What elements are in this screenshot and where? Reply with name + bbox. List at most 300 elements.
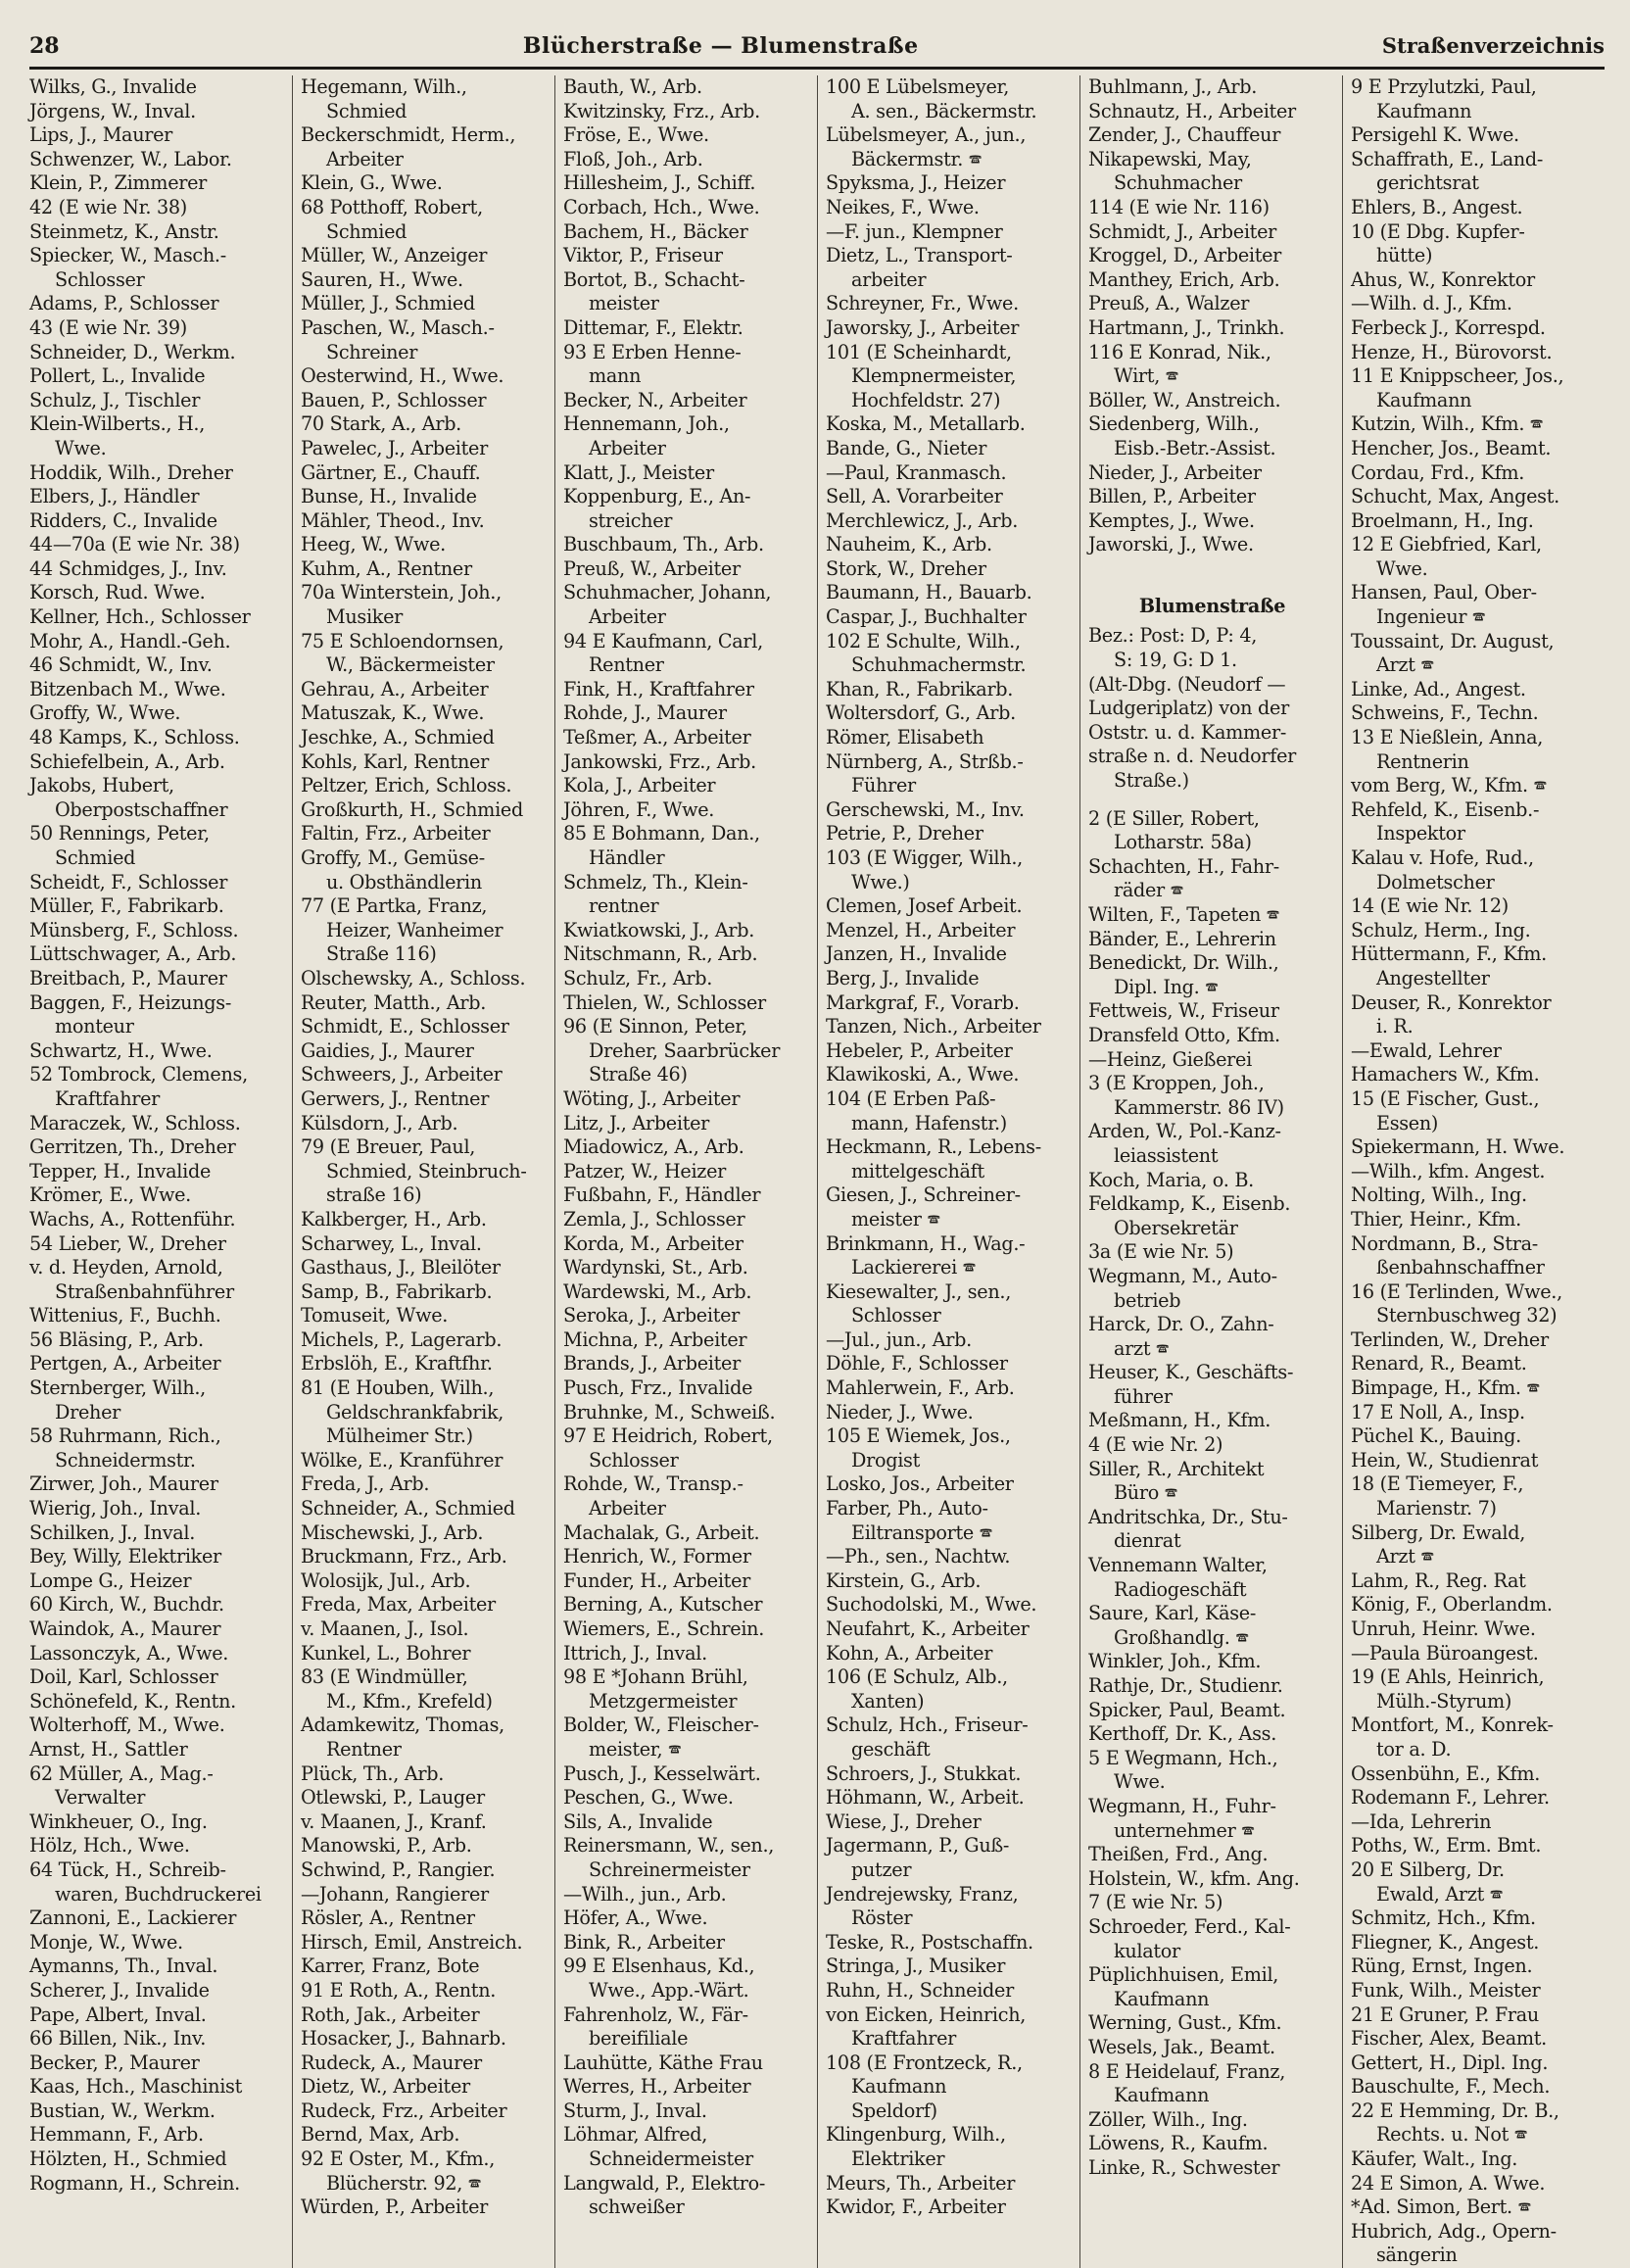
entry-continuation: Kaufmann bbox=[1114, 2084, 1210, 2107]
directory-entry: Rathje, Dr., Studienr. bbox=[1088, 1674, 1283, 1697]
entry-continuation: Metzgermeister bbox=[589, 1689, 738, 1713]
directory-entry: Woltersdorf, G., Arb. bbox=[826, 701, 1016, 725]
directory-entry: Merchlewicz, J., Arb. bbox=[826, 508, 1018, 532]
directory-entry: Hoddik, Wilh., Dreher bbox=[29, 460, 233, 484]
directory-entry: Kalau v. Hofe, Rud., bbox=[1351, 846, 1534, 869]
directory-entry: Zannoni, E., Lackierer bbox=[29, 1906, 237, 1930]
directory-entry: Höfer, A., Wwe. bbox=[563, 1906, 708, 1930]
directory-entry: Kunkel, L., Bohrer bbox=[301, 1641, 471, 1665]
directory-entry: Fliegner, K., Angest. bbox=[1351, 1930, 1540, 1954]
directory-entry: Wöting, J., Arbeiter bbox=[563, 1086, 741, 1110]
directory-entry: Winkheuer, O., Ing. bbox=[29, 1810, 208, 1833]
directory-entry: Rüng, Ernst, Ingen. bbox=[1351, 1954, 1533, 1978]
directory-entry: Wegmann, H., Fuhr- bbox=[1088, 1794, 1276, 1817]
directory-entry: Feldkamp, K., Eisenb. bbox=[1088, 1192, 1291, 1216]
directory-entry: Hansen, Paul, Ober- bbox=[1351, 581, 1537, 604]
directory-entry: Schweers, J., Arbeiter bbox=[301, 1063, 503, 1086]
directory-entry: Ridders, C., Invalide bbox=[29, 508, 217, 532]
directory-entry: Freda, J., Arb. bbox=[301, 1472, 430, 1496]
directory-entry: Wolosijk, Jul., Arb. bbox=[301, 1568, 471, 1592]
directory-column-5 bbox=[1079, 75, 1342, 2268]
directory-entry: Bruhnke, M., Schweiß. bbox=[563, 1400, 776, 1424]
directory-entry: Jakobs, Hubert, bbox=[29, 774, 174, 797]
directory-entry: 44—70a (E wie Nr. 38) bbox=[29, 533, 240, 556]
directory-entry: Heuser, K., Geschäfts- bbox=[1088, 1361, 1294, 1384]
directory-entry: Lüttschwager, A., Arb. bbox=[29, 942, 237, 966]
directory-entry: 5 E Wegmann, Hch., bbox=[1088, 1746, 1278, 1769]
entry-continuation: tor a. D. bbox=[1376, 1737, 1452, 1761]
entry-continuation: Kaufmann bbox=[1376, 99, 1472, 122]
directory-entry: Gärtner, E., Chauff. bbox=[301, 460, 481, 484]
directory-entry: 11 E Knippscheer, Jos., bbox=[1351, 364, 1564, 388]
directory-entry: 75 E Schloendornsen, bbox=[301, 629, 504, 652]
entry-continuation: Sternbuschweg 32) bbox=[1376, 1304, 1558, 1327]
directory-entry: 66 Billen, Nik., Inv. bbox=[29, 2027, 207, 2051]
section-title: Straßenverzeichnis bbox=[1381, 33, 1605, 58]
directory-entry: Schmidt, J., Arbeiter bbox=[1088, 219, 1277, 243]
directory-entry: Machalak, G., Arbeit. bbox=[563, 1520, 760, 1544]
directory-entry: Löwens, R., Kaufm. bbox=[1088, 2132, 1269, 2155]
directory-entry: Monje, W., Wwe. bbox=[29, 1930, 183, 1954]
directory-entry: Beckerschmidt, Herm., bbox=[301, 123, 516, 147]
directory-entry: 9 E Przylutzki, Paul, bbox=[1351, 75, 1537, 98]
directory-entry: Schnautz, H., Arbeiter bbox=[1088, 99, 1296, 122]
directory-entry: Mischewski, J., Arb. bbox=[301, 1520, 484, 1544]
directory-entry: —Wilh. d. J., Kfm. bbox=[1351, 292, 1512, 315]
directory-column-2 bbox=[292, 75, 554, 2268]
directory-entry: Bitzenbach M., Wwe. bbox=[29, 677, 226, 700]
directory-entry: Harck, Dr. O., Zahn- bbox=[1088, 1313, 1274, 1336]
entry-continuation: arzt 🕿 bbox=[1114, 1336, 1170, 1360]
directory-entry: 43 (E wie Nr. 39) bbox=[29, 315, 187, 339]
directory-entry: Wardewski, M., Arb. bbox=[563, 1279, 752, 1303]
entry-continuation: Röster bbox=[851, 1906, 913, 1930]
directory-entry: Peschen, G., Wwe. bbox=[563, 1786, 734, 1810]
directory-entry: Lahm, R., Reg. Rat bbox=[1351, 1568, 1526, 1592]
directory-entry: Külsdorn, J., Arb. bbox=[301, 1111, 458, 1134]
directory-entry: Wilks, G., Invalide bbox=[29, 75, 197, 98]
directory-entry: Hencher, Jos., Beamt. bbox=[1351, 436, 1552, 459]
directory-entry: Nitschmann, R., Arb. bbox=[563, 942, 758, 966]
entry-continuation: Büro 🕿 bbox=[1114, 1481, 1178, 1505]
directory-entry: Jeschke, A., Schmied bbox=[301, 726, 495, 749]
entry-continuation: Verwalter bbox=[55, 1786, 146, 1810]
directory-entry: Ferbeck J., Korrespd. bbox=[1351, 315, 1546, 339]
directory-entry: Hirsch, Emil, Anstreich. bbox=[301, 1930, 523, 1954]
directory-entry: 96 (E Sinnon, Peter, bbox=[563, 1015, 747, 1038]
directory-entry: Kohn, A., Arbeiter bbox=[826, 1641, 993, 1665]
directory-entry: Bruckmann, Frz., Arb. bbox=[301, 1545, 507, 1568]
directory-entry: Klein, G., Wwe. bbox=[301, 171, 443, 195]
directory-entry: Gettert, H., Dipl. Ing. bbox=[1351, 2051, 1549, 2074]
directory-entry: Tepper, H., Invalide bbox=[29, 1159, 212, 1182]
directory-entry: Meßmann, H., Kfm. bbox=[1088, 1409, 1271, 1432]
entry-continuation: Geldschrankfabrik, bbox=[326, 1400, 504, 1424]
directory-entry: 103 (E Wigger, Wilh., bbox=[826, 846, 1023, 869]
entry-continuation: Kaufmann bbox=[1376, 388, 1472, 411]
entry-continuation: meister 🕿 bbox=[851, 1207, 940, 1231]
directory-entry: Schmitz, Hch., Kfm. bbox=[1351, 1906, 1536, 1930]
directory-entry: 7 (E wie Nr. 5) bbox=[1088, 1891, 1223, 1914]
directory-entry: 54 Lieber, W., Dreher bbox=[29, 1231, 226, 1255]
directory-entry: Stringa, J., Musiker bbox=[826, 1954, 1006, 1978]
directory-entry: 99 E Elsenhaus, Kd., bbox=[563, 1954, 755, 1978]
directory-entry: Nauheim, K., Arb. bbox=[826, 533, 992, 556]
directory-entry: Rudeck, A., Maurer bbox=[301, 2051, 482, 2074]
directory-entry: Ahus, W., Konrektor bbox=[1351, 267, 1535, 291]
directory-entry: 12 E Giebfried, Karl, bbox=[1351, 533, 1542, 556]
directory-entry: Kwidor, F., Arbeiter bbox=[826, 2196, 1006, 2219]
directory-entry: Berg, J., Invalide bbox=[826, 966, 980, 989]
directory-entry: Pertgen, A., Arbeiter bbox=[29, 1352, 221, 1375]
directory-entry: Scherer, J., Invalide bbox=[29, 1978, 210, 2002]
directory-entry: 101 (E Scheinhardt, bbox=[826, 340, 1012, 363]
entry-continuation: Klempnermeister, bbox=[851, 364, 1017, 388]
directory-entry: Dittemar, F., Elektr. bbox=[563, 315, 743, 339]
directory-entry: Jörgens, W., Inval. bbox=[29, 99, 196, 122]
directory-entry: Sils, A., Invalide bbox=[563, 1810, 713, 1833]
directory-entry: Neufahrt, K., Arbeiter bbox=[826, 1617, 1030, 1640]
entry-continuation: Schlosser bbox=[589, 1448, 679, 1472]
directory-entry: Schulz, J., Tischler bbox=[29, 388, 201, 411]
directory-entry: Erbslöh, E., Kraftfhr. bbox=[301, 1352, 493, 1375]
entry-continuation: leiassistent bbox=[1114, 1143, 1219, 1167]
directory-entry: Mahlerwein, F., Arb. bbox=[826, 1376, 1015, 1400]
directory-entry: Schuhmacher, Johann, bbox=[563, 581, 772, 604]
entry-continuation: Blücherstr. 92, 🕿 bbox=[326, 2171, 482, 2195]
directory-entry: straße n. d. Neudorfer bbox=[1088, 745, 1297, 768]
directory-entry: Bortot, B., Schacht- bbox=[563, 267, 745, 291]
directory-entry: von Eicken, Heinrich, bbox=[826, 2003, 1027, 2026]
directory-entry: 70a Winterstein, Joh., bbox=[301, 581, 502, 604]
directory-entry: Ludgeriplatz) von der bbox=[1088, 697, 1289, 720]
directory-entry: Poths, W., Erm. Bmt. bbox=[1351, 1834, 1542, 1858]
directory-entry: Bustian, W., Werkm. bbox=[29, 2099, 216, 2122]
directory-entry: Dietz, L., Transport- bbox=[826, 244, 1013, 267]
entry-continuation: Kraftfahrer bbox=[851, 2027, 957, 2051]
directory-entry: Deuser, R., Konrektor bbox=[1351, 990, 1552, 1014]
directory-entry: Henze, H., Bürovorst. bbox=[1351, 340, 1553, 363]
directory-entry: Losko, Jos., Arbeiter bbox=[826, 1472, 1014, 1496]
entry-continuation: Obersekretär bbox=[1114, 1216, 1238, 1239]
directory-entry: Brands, J., Arbeiter bbox=[563, 1352, 741, 1375]
entry-continuation: Rentnerin bbox=[1376, 749, 1469, 773]
directory-entry: Hebeler, P., Arbeiter bbox=[826, 1038, 1013, 1062]
entry-continuation: Mülh.-Styrum) bbox=[1376, 1689, 1512, 1713]
entry-continuation: Lotharstr. 58a) bbox=[1114, 831, 1252, 854]
directory-entry: Zender, J., Chauffeur bbox=[1088, 123, 1281, 147]
directory-entry: —Heinz, Gießerei bbox=[1088, 1047, 1252, 1071]
directory-entry: Thier, Heinr., Kfm. bbox=[1351, 1207, 1521, 1231]
directory-entry: Becker, P., Maurer bbox=[29, 2051, 200, 2074]
directory-entry: Spicker, Paul, Beamt. bbox=[1088, 1698, 1286, 1721]
directory-entry: Gerschewski, M., Inv. bbox=[826, 797, 1025, 821]
entry-continuation: geschäft bbox=[851, 1737, 931, 1761]
entry-continuation: Wwe. bbox=[1376, 556, 1428, 580]
directory-entry: Lassonczyk, A., Wwe. bbox=[29, 1641, 229, 1665]
directory-entry: Neikes, F., Wwe. bbox=[826, 195, 980, 218]
entry-continuation: Kammerstr. 86 IV) bbox=[1114, 1095, 1284, 1119]
entry-continuation: Straße 116) bbox=[326, 942, 437, 966]
directory-entry: Jaworsky, J., Arbeiter bbox=[826, 315, 1020, 339]
directory-entry: Tanzen, Nich., Arbeiter bbox=[826, 1015, 1041, 1038]
directory-entry: Nieder, J., Arbeiter bbox=[1088, 460, 1262, 484]
directory-entry: Langwald, P., Elektro- bbox=[563, 2171, 766, 2195]
entry-continuation: Arbeiter bbox=[589, 436, 666, 459]
directory-entry: Heckmann, R., Lebens- bbox=[826, 1135, 1041, 1159]
directory-entry: Kirstein, G., Arb. bbox=[826, 1568, 982, 1592]
directory-entry: Fröse, E., Wwe. bbox=[563, 123, 709, 147]
directory-entry: Bauschulte, F., Mech. bbox=[1351, 2075, 1551, 2099]
directory-entry: Arnst, H., Sattler bbox=[29, 1737, 188, 1761]
directory-entry: Benedickt, Dr. Wilh., bbox=[1088, 951, 1279, 975]
directory-entry: —Paul, Kranmasch. bbox=[826, 460, 1007, 484]
directory-entry: Terlinden, W., Dreher bbox=[1351, 1327, 1549, 1351]
directory-entry: Viktor, P., Friseur bbox=[563, 244, 723, 267]
directory-entry: Petrie, P., Dreher bbox=[826, 822, 983, 845]
directory-entry: Korda, M., Arbeiter bbox=[563, 1231, 743, 1255]
directory-entry: Hosacker, J., Bahnarb. bbox=[301, 2027, 506, 2051]
directory-entry: v. Maanen, J., Isol. bbox=[301, 1617, 469, 1640]
entry-continuation: Radiogeschäft bbox=[1114, 1577, 1247, 1601]
entry-continuation: ßenbahnschaffner bbox=[1376, 1256, 1545, 1279]
page-number: 28 bbox=[29, 33, 60, 59]
entry-continuation: W., Bäckermeister bbox=[326, 653, 495, 677]
directory-column-1 bbox=[29, 75, 292, 2268]
entry-continuation: Schreiner bbox=[326, 340, 418, 363]
directory-entry: 116 E Konrad, Nik., bbox=[1088, 340, 1271, 363]
entry-continuation: mittelgeschäft bbox=[851, 1159, 984, 1182]
directory-entry: Spyksma, J., Heizer bbox=[826, 171, 1006, 195]
directory-entry: Scharwey, L., Inval. bbox=[301, 1231, 482, 1255]
page-header bbox=[29, 33, 1605, 70]
directory-entry: Rohde, J., Maurer bbox=[563, 701, 727, 725]
directory-entry: Dietz, W., Arbeiter bbox=[301, 2075, 470, 2099]
directory-entry: Kohls, Karl, Rentner bbox=[301, 749, 489, 773]
directory-entry: Andritschka, Dr., Stu- bbox=[1088, 1505, 1288, 1528]
directory-entry: 64 Tück, H., Schreib- bbox=[29, 1858, 226, 1881]
spacer bbox=[1088, 794, 1336, 807]
directory-entry: Bolder, W., Fleischer- bbox=[563, 1713, 759, 1737]
directory-entry: 56 Bläsing, P., Arb. bbox=[29, 1327, 204, 1351]
directory-column-3 bbox=[554, 75, 817, 2268]
directory-entry: Theißen, Frd., Ang. bbox=[1088, 1843, 1269, 1866]
directory-entry: Suchodolski, M., Wwe. bbox=[826, 1593, 1037, 1617]
directory-entry: Bernd, Max, Arb. bbox=[301, 2123, 460, 2147]
entry-continuation: Rentner bbox=[589, 653, 664, 677]
directory-entry: 19 (E Ahls, Heinrich, bbox=[1351, 1665, 1545, 1689]
directory-entry: Elbers, J., Händler bbox=[29, 485, 200, 508]
directory-entry: 108 (E Frontzeck, R., bbox=[826, 2051, 1023, 2074]
directory-entry: Fußbahn, F., Händler bbox=[563, 1183, 761, 1207]
entry-continuation: Ewald, Arzt 🕿 bbox=[1376, 1882, 1504, 1906]
entry-continuation: Kaufmann bbox=[851, 2075, 947, 2099]
directory-entry: 102 E Schulte, Wilh., bbox=[826, 629, 1021, 652]
directory-entry: 104 (E Erben Paß- bbox=[826, 1086, 996, 1110]
directory-entry: Reuter, Matth., Arb. bbox=[301, 990, 487, 1014]
directory-entry: Meurs, Th., Arbeiter bbox=[826, 2171, 1016, 2195]
directory-entry: Markgraf, F., Vorarb. bbox=[826, 990, 1020, 1014]
directory-entry: Linke, R., Schwester bbox=[1088, 2155, 1280, 2179]
directory-entry: Heeg, W., Wwe. bbox=[301, 533, 446, 556]
entry-continuation: Schneidermeister bbox=[589, 2147, 753, 2171]
directory-entry: —Ewald, Lehrer bbox=[1351, 1038, 1502, 1062]
entry-continuation: Schmied bbox=[326, 219, 408, 243]
directory-entry: 97 E Heidrich, Robert, bbox=[563, 1424, 773, 1448]
directory-entry: Faltin, Frz., Arbeiter bbox=[301, 822, 491, 845]
directory-entry: Wiese, J., Dreher bbox=[826, 1810, 982, 1833]
directory-entry: Pape, Albert, Inval. bbox=[29, 2003, 207, 2026]
entry-continuation: Oberpostschaffner bbox=[55, 797, 228, 821]
directory-entry: 77 (E Partka, Franz, bbox=[301, 894, 488, 918]
directory-entry: *Ad. Simon, Bert. 🕿 bbox=[1351, 2196, 1532, 2219]
entry-continuation: Eiltransporte 🕿 bbox=[851, 1520, 993, 1544]
directory-entry: Kuhm, A., Rentner bbox=[301, 556, 472, 580]
directory-entry: Wittenius, F., Buchh. bbox=[29, 1304, 221, 1327]
directory-entry: Teßmer, A., Arbeiter bbox=[563, 726, 751, 749]
directory-entry: Kola, J., Arbeiter bbox=[563, 774, 716, 797]
entry-continuation: Händler bbox=[589, 846, 665, 869]
entry-continuation: Mülheimer Str.) bbox=[326, 1424, 473, 1448]
directory-entry: Funder, H., Arbeiter bbox=[563, 1568, 750, 1592]
directory-entry: Ittrich, J., Inval. bbox=[563, 1641, 707, 1665]
directory-entry: Nordmann, B., Stra- bbox=[1351, 1231, 1538, 1255]
directory-entry: Ossenbühn, E., Kfm. bbox=[1351, 1761, 1541, 1785]
entry-continuation: Musiker bbox=[326, 605, 404, 629]
directory-entry: Schulz, Hch., Friseur- bbox=[826, 1713, 1029, 1737]
street-range-title: Blücherstraße — Blumenstraße bbox=[522, 33, 919, 59]
directory-entry: 52 Tombrock, Clemens, bbox=[29, 1063, 248, 1086]
directory-entry: 100 E Lübelsmeyer, bbox=[826, 75, 1010, 98]
directory-entry: Sell, A. Vorarbeiter bbox=[826, 485, 1003, 508]
directory-entry: Werning, Gust., Kfm. bbox=[1088, 2011, 1282, 2035]
directory-entry: Oesterwind, H., Wwe. bbox=[301, 364, 504, 388]
directory-entry: Krömer, E., Wwe. bbox=[29, 1183, 191, 1207]
directory-entry: Linke, Ad., Angest. bbox=[1351, 677, 1526, 700]
directory-entry: Cordau, Frd., Kfm. bbox=[1351, 460, 1525, 484]
entry-continuation: Marienstr. 7) bbox=[1376, 1497, 1497, 1520]
directory-entry: Fahrenholz, W., Fär- bbox=[563, 2003, 748, 2026]
entry-continuation: Schmied bbox=[326, 99, 408, 122]
directory-entry: —Paula Büroangest. bbox=[1351, 1641, 1539, 1665]
directory-entry: Khan, R., Fabrikarb. bbox=[826, 677, 1014, 700]
directory-entry: Kemptes, J., Wwe. bbox=[1088, 508, 1255, 532]
directory-entry: Kiesewalter, J., sen., bbox=[826, 1279, 1012, 1303]
directory-entry: Püchel K., Bauing. bbox=[1351, 1424, 1521, 1448]
entry-continuation: Schlosser bbox=[851, 1304, 941, 1327]
directory-entry: 13 E Nießlein, Anna, bbox=[1351, 726, 1544, 749]
directory-entry: Jagermann, P., Guß- bbox=[826, 1834, 1010, 1858]
entry-continuation: meister, 🕿 bbox=[589, 1737, 682, 1761]
entry-continuation: rentner bbox=[589, 894, 659, 918]
directory-entry: Otlewski, P., Lauger bbox=[301, 1786, 485, 1810]
directory-entry: Großkurth, H., Schmied bbox=[301, 797, 523, 821]
directory-entry: Clemen, Josef Arbeit. bbox=[826, 894, 1023, 918]
directory-entry: v. Maanen, J., Kranf. bbox=[301, 1810, 487, 1833]
entry-continuation: Schreinermeister bbox=[589, 1858, 750, 1881]
directory-entry: Pusch, J., Kesselwärt. bbox=[563, 1761, 761, 1785]
entry-continuation: mann, Hafenstr.) bbox=[851, 1111, 1007, 1134]
directory-entry: 8 E Heidelauf, Franz, bbox=[1088, 2059, 1286, 2083]
directory-entry: Olschewsky, A., Schloss. bbox=[301, 966, 526, 989]
directory-entry: 10 (E Dbg. Kupfer- bbox=[1351, 219, 1525, 243]
directory-entry: Schwartz, H., Wwe. bbox=[29, 1038, 213, 1062]
directory-entry: Waindok, A., Maurer bbox=[29, 1617, 221, 1640]
directory-entry: Schroers, J., Stukkat. bbox=[826, 1761, 1022, 1785]
directory-entry: Bunse, H., Invalide bbox=[301, 485, 477, 508]
entry-continuation: u. Obsthändlerin bbox=[326, 870, 482, 893]
directory-entry: Spiecker, W., Masch.- bbox=[29, 244, 226, 267]
directory-entry: Bachem, H., Bäcker bbox=[563, 219, 748, 243]
directory-entry: Gasthaus, J., Bleilöter bbox=[301, 1256, 501, 1279]
directory-entry: Römer, Elisabeth bbox=[826, 726, 984, 749]
directory-entry: Groffy, M., Gemüse- bbox=[301, 846, 485, 869]
directory-entry: Seroka, J., Arbeiter bbox=[563, 1304, 741, 1327]
directory-entry: Bauen, P., Schlosser bbox=[301, 388, 487, 411]
directory-entry: Tomuseit, Wwe. bbox=[301, 1304, 449, 1327]
directory-entry: 91 E Roth, A., Rentn. bbox=[301, 1978, 497, 2002]
directory-entry: Litz, J., Arbeiter bbox=[563, 1111, 710, 1134]
entry-continuation: Dreher bbox=[55, 1400, 120, 1424]
directory-entry: Sauren, H., Wwe. bbox=[301, 267, 463, 291]
entry-continuation: Inspektor bbox=[1376, 822, 1465, 845]
entry-continuation: Arbeiter bbox=[589, 1497, 666, 1520]
directory-entry: Schwind, P., Rangier. bbox=[301, 1858, 496, 1881]
directory-entry: Hartmann, J., Trinkh. bbox=[1088, 315, 1285, 339]
directory-column-4 bbox=[817, 75, 1079, 2268]
entry-continuation: Speldorf) bbox=[851, 2099, 937, 2122]
directory-entry: Jaworski, J., Wwe. bbox=[1088, 533, 1254, 556]
directory-entry: 83 (E Windmüller, bbox=[301, 1665, 468, 1689]
directory-entry: Spiekermann, H. Wwe. bbox=[1351, 1135, 1565, 1159]
directory-entry: 3 (E Kroppen, Joh., bbox=[1088, 1072, 1265, 1095]
directory-entry: Wegmann, M., Auto- bbox=[1088, 1264, 1277, 1287]
directory-entry: Reinersmann, W., sen., bbox=[563, 1834, 775, 1858]
directory-entry: Schucht, Max, Angest. bbox=[1351, 485, 1559, 508]
directory-entry: Werres, H., Arbeiter bbox=[563, 2075, 751, 2099]
entry-continuation: Wwe., App.-Wärt. bbox=[589, 1978, 749, 2002]
entry-continuation: Schmied bbox=[55, 846, 136, 869]
directory-entry: Corbach, Hch., Wwe. bbox=[563, 195, 760, 218]
directory-entry: Gerwers, J., Rentner bbox=[301, 1086, 490, 1110]
directory-entry: —Jul., jun., Arb. bbox=[826, 1327, 972, 1351]
directory-entry: Schmidt, E., Schlosser bbox=[301, 1015, 509, 1038]
directory-entry: Klawikoski, A., Wwe. bbox=[826, 1063, 1020, 1086]
entry-continuation: Dipl. Ing. 🕿 bbox=[1114, 975, 1219, 998]
street-heading: Blumenstraße bbox=[1138, 594, 1286, 617]
directory-entry: Schneider, A., Schmied bbox=[301, 1497, 515, 1520]
entry-continuation: meister bbox=[589, 292, 659, 315]
entry-continuation: dienrat bbox=[1114, 1529, 1181, 1553]
directory-entry: Schilken, J., Inval. bbox=[29, 1520, 196, 1544]
directory-entry: Gaidies, J., Maurer bbox=[301, 1038, 474, 1062]
directory-column-6 bbox=[1342, 75, 1605, 2268]
directory-entry: Hillesheim, J., Schiff. bbox=[563, 171, 756, 195]
entry-continuation: führer bbox=[1114, 1384, 1173, 1408]
directory-entry: Aymanns, Th., Inval. bbox=[29, 1954, 218, 1978]
directory-entry: (Alt-Dbg. (Neudorf — bbox=[1088, 672, 1286, 696]
directory-entry: Persigehl K. Wwe. bbox=[1351, 123, 1519, 147]
entry-continuation: Rechts. u. Not 🕿 bbox=[1376, 2123, 1528, 2147]
directory-entry: 15 (E Fischer, Gust., bbox=[1351, 1086, 1540, 1110]
directory-entry: Nolting, Wilh., Ing. bbox=[1351, 1183, 1527, 1207]
directory-entry: —Wilh., kfm. Angest. bbox=[1351, 1159, 1546, 1182]
directory-entry: Miadowicz, A., Arb. bbox=[563, 1135, 744, 1159]
directory-entry: Sternberger, Wilh., bbox=[29, 1376, 206, 1400]
directory-entry: Lompe G., Heizer bbox=[29, 1568, 192, 1592]
directory-columns bbox=[29, 75, 1605, 2267]
directory-entry: 62 Müller, A., Mag.- bbox=[29, 1761, 214, 1785]
